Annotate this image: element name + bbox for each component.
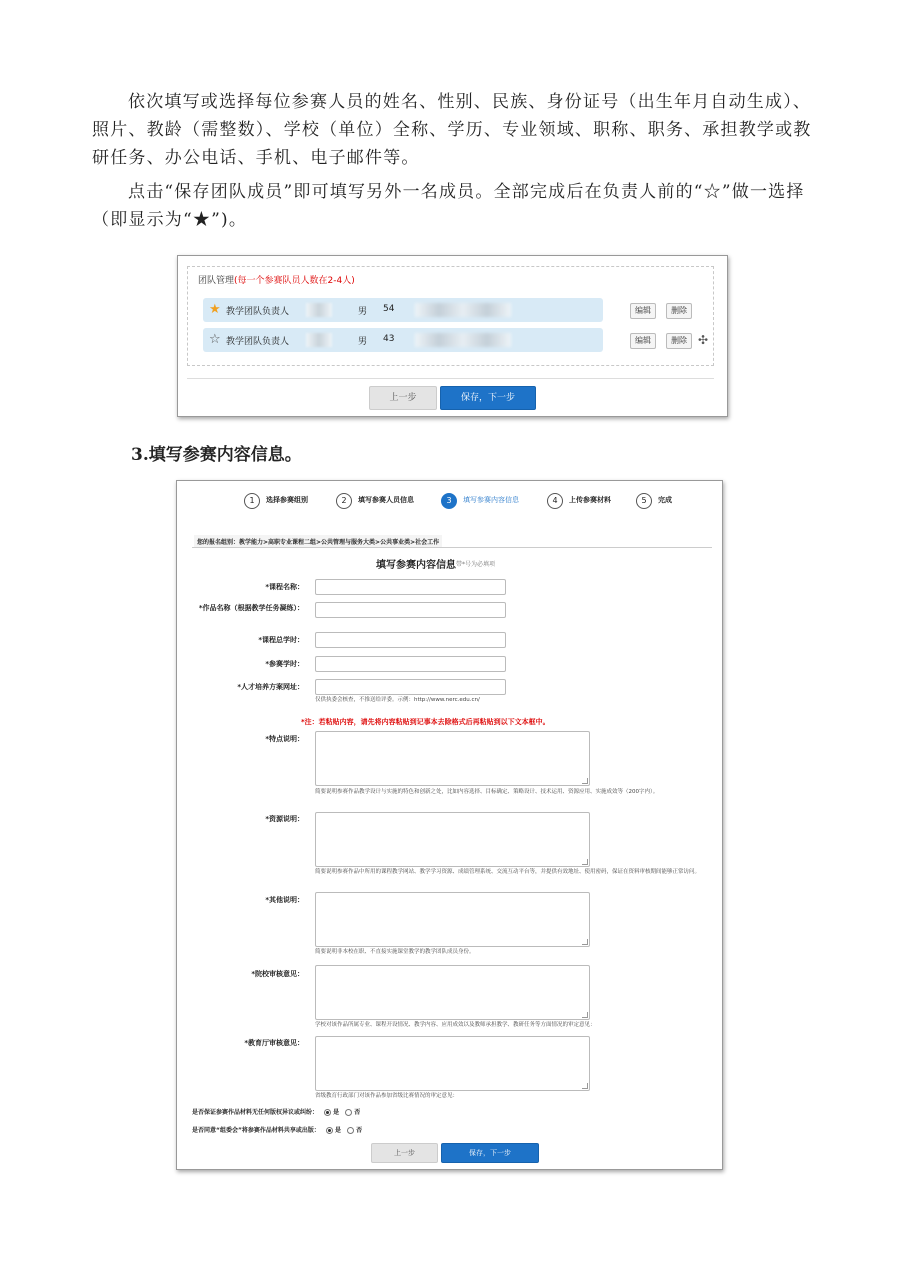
total-hours-label: *课程总学时：: [258, 636, 304, 644]
prev-step-button[interactable]: 上一步: [369, 386, 437, 410]
other-textarea[interactable]: [315, 892, 590, 947]
edu-opinion-hint: 省级教育行政部门对该作品参加省级比赛情况的审定意见：: [315, 1093, 459, 1099]
no-label: 否: [354, 1109, 361, 1116]
total-hours-input[interactable]: [315, 632, 506, 648]
feature-label: *特点说明：: [265, 735, 304, 743]
yes-radio[interactable]: [324, 1109, 331, 1116]
blurred-details: [415, 303, 511, 317]
feature-hint: 简要说明参赛作品教学设计与实施的特色和创新之处，比如内容选择、目标确定、策略设计、技术运用、资源应用、实施成效等（200字内）。: [315, 789, 659, 795]
section-heading: 3.填写参赛内容信息。: [131, 445, 302, 465]
content-form-screenshot: [176, 480, 723, 1170]
required-note: 注：带*号为必填项: [444, 561, 496, 568]
form-title: 填写参赛内容信息: [376, 560, 456, 571]
plan-url-hint: 仅供执委会核查，不推送给评委。示例：http://www.nerc.edu.cn/: [315, 697, 480, 703]
no-radio[interactable]: [347, 1127, 354, 1134]
edit-button[interactable]: 编辑: [630, 303, 656, 319]
step-label: 选择参赛组别: [266, 496, 308, 504]
course-name-input[interactable]: [315, 579, 506, 595]
school-opinion-textarea[interactable]: [315, 965, 590, 1020]
paste-warning: *注：若粘贴内容，请先将内容粘贴到记事本去除格式后再粘贴到以下文本框中。: [301, 718, 550, 726]
contest-hours-label: *参赛学时：: [265, 660, 304, 668]
edu-opinion-label: *教育厅审核意见：: [244, 1039, 304, 1047]
team-management-screenshot: [177, 255, 728, 417]
edit-button[interactable]: 编辑: [630, 333, 656, 349]
share-question: [192, 1125, 362, 1134]
move-icon[interactable]: ✣: [698, 333, 709, 347]
work-name-input[interactable]: [315, 602, 506, 618]
member-role: 教学团队负责人: [226, 337, 290, 347]
member-gender: 男: [358, 307, 368, 317]
prev-step-button[interactable]: 上一步: [371, 1143, 438, 1163]
step-label: 上传参赛材料: [569, 496, 611, 504]
school-opinion-hint: 学校对该作品所属专业、课程开设情况、教学内容、应用成效以及教师承担教学、教研任务等方面情况的审定意见：: [315, 1022, 596, 1028]
other-label: *其他说明：: [265, 896, 304, 904]
group-breadcrumb: 您的报名组别：教学能力>高职专业课程二组>公共管理与服务大类>公共事业类>社会工作: [194, 535, 442, 548]
resource-textarea[interactable]: [315, 812, 590, 867]
step-label: 填写参赛内容信息: [463, 496, 519, 504]
blurred-name: [306, 333, 332, 347]
team-member-row[interactable]: [203, 328, 603, 352]
plan-url-label: *人才培养方案网址：: [237, 683, 304, 691]
feature-textarea[interactable]: [315, 731, 590, 786]
no-label: 否: [356, 1127, 363, 1134]
delete-button[interactable]: 删除: [666, 333, 692, 349]
blurred-name: [306, 303, 332, 317]
plan-url-input[interactable]: [315, 679, 506, 695]
no-radio[interactable]: [345, 1109, 352, 1116]
blurred-details: [415, 333, 511, 347]
yes-label: 是: [333, 1109, 340, 1116]
save-next-button[interactable]: 保存，下一步: [440, 386, 536, 410]
divider: [192, 547, 712, 548]
star-empty-icon[interactable]: ☆: [209, 332, 221, 347]
resource-hint: 简要说明参赛作品中所用的课程教学网站、教学学习资源、成绩管理系统、交流互动平台等，并提供有效地址、使用密码，保证在资料审核期间能够正常访问。: [315, 869, 701, 875]
yes-label: 是: [334, 1127, 341, 1134]
member-age: 54: [383, 304, 395, 314]
share-question-text: 是否同意“组委会”将参赛作品材料共享或出版：: [192, 1127, 320, 1134]
member-gender: 男: [358, 337, 368, 347]
contest-hours-input[interactable]: [315, 656, 506, 672]
school-opinion-label: *院校审核意见：: [251, 970, 304, 978]
team-size-note: (每一个参赛队员人数在2-4人): [234, 276, 355, 286]
resource-label: *资源说明：: [265, 815, 304, 823]
intro-paragraph-2: 点击“保存团队成员”即可填写另外一名成员。全部完成后在负责人前的“☆”做一选择（即显示为“★”)。: [92, 182, 805, 230]
step-number: 2: [336, 493, 352, 509]
step-number: 3: [441, 493, 457, 509]
delete-button[interactable]: 删除: [666, 303, 692, 319]
step-label: 填写参赛人员信息: [358, 496, 414, 504]
work-name-label: *作品名称（根据教学任务凝练）：: [198, 604, 304, 612]
copyright-question-text: 是否保证参赛作品材料无任何版权异议或纠纷：: [192, 1109, 319, 1116]
member-age: 43: [383, 334, 395, 344]
course-name-label: *课程名称：: [265, 583, 304, 591]
copyright-question: [192, 1107, 360, 1116]
other-hint: 简要说明非本校在职、不直接实施课堂教学的教学团队成员身份。: [315, 949, 475, 955]
intro-paragraph-1: 依次填写或选择每位参赛人员的姓名、性别、民族、身份证号（出生年月自动生成）、照片、教龄（需整数）、学校（单位）全称、学历、专业领域、职称、职务、承担教学或教研任务、办公电话、手机、电子邮件等。: [92, 92, 812, 168]
edu-opinion-textarea[interactable]: [315, 1036, 590, 1091]
team-panel-title: [198, 273, 355, 286]
team-member-row[interactable]: [203, 298, 603, 322]
divider: [187, 378, 714, 379]
save-next-button[interactable]: 保存，下一步: [441, 1143, 539, 1163]
step-number: 1: [244, 493, 260, 509]
star-filled-icon[interactable]: ★: [209, 302, 221, 317]
member-role: 教学团队负责人: [226, 307, 290, 317]
yes-radio[interactable]: [326, 1127, 333, 1134]
step-label: 完成: [658, 496, 672, 504]
step-number: 5: [636, 493, 652, 509]
step-number: 4: [547, 493, 563, 509]
team-panel: [187, 266, 714, 366]
team-title-text: 团队管理: [198, 276, 235, 286]
